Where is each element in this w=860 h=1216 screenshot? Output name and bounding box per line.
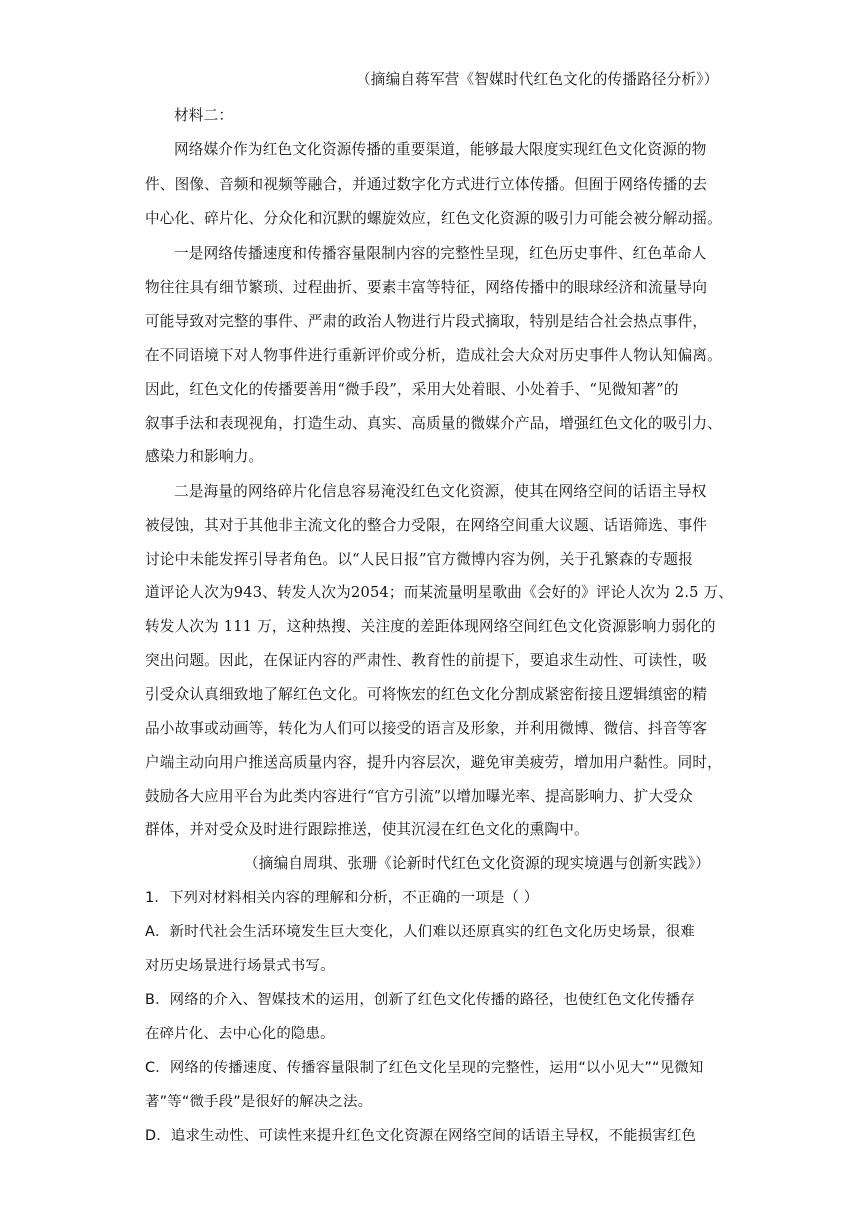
option-a-line: 对历史场景进行场景式书写。: [145, 958, 335, 974]
paragraph-2-line: 可能导致对完整的事件、严肃的政治人物进行片段式摘取，特别是结合社会热点事件，: [145, 313, 708, 330]
source-citation-2: （摘编自周琪、张珊《论新时代红色文化资源的现实境遇与创新实践》）: [244, 855, 711, 872]
paragraph-3-line: 品小故事或动画等，转化为人们可以接受的语言及形象，并利用微博、微信、抖音等客: [145, 720, 708, 737]
paragraph-3-line: 群体，并对受众及时进行跟踪推送，使其沉浸在红色文化的熏陶中。: [145, 821, 589, 838]
paragraph-3-line: 引受众认真细致地了解红色文化。可将恢宏的红色文化分割成紧密衔接且逻辑缜密的精: [145, 686, 708, 703]
paragraph-2-line: 物往往具有细节繁琐、过程曲折、要素丰富等特征，网络传播中的眼球经济和流量导向: [145, 279, 708, 296]
paragraph-3-line: 突出问题。因此，在保证内容的严肃性、教育性的前提下，要追求生动性、可读性，吸: [145, 652, 708, 669]
paragraph-2-line: 在不同语境下对人物事件进行重新评价或分析，造成社会大众对历史事件人物认知偏离。: [145, 347, 722, 364]
paragraph-1-line: 中心化、碎片化、分众化和沉默的螺旋效应，红色文化资源的吸引力可能会被分解动摇。: [145, 210, 722, 227]
paragraph-3-line: 被侵蚀，其对于其他非主流文化的整合力受限，在网络空间重大议题、话语筛选、事件: [145, 517, 708, 534]
source-citation-1: （摘编自蒋军营《智媒时代红色文化的传播路径分析》）: [356, 71, 719, 88]
paragraph-2-line: 一是网络传播速度和传播容量限制内容的完整性呈现，红色历史事件、红色革命人: [174, 245, 707, 262]
option-b-line: 在碎片化、去中心化的隐患。: [145, 1026, 335, 1042]
option-c-line: C．网络的传播速度、传播容量限制了红色文化呈现的完整性，运用“以小见大”“见微知: [145, 1060, 704, 1076]
paragraph-1-line: 件、图像、音频和视频等融合，并通过数字化方式进行立体传播。但囿于网络传播的去: [145, 176, 708, 193]
paragraph-2-line: 因此，红色文化的传播要善用“微手段”，采用大处着眼、小处着手、“见微知著”的: [145, 381, 679, 398]
paragraph-3-line: 道评论人次为943、转发人次为2054；而某流量明星歌曲《会好的》评论人次为 2.5 万、: [145, 584, 734, 601]
paragraph-2-line: 叙事手法和表现视角，打造生动、真实、高质量的微媒介产品，增强红色文化的吸引力、: [145, 415, 722, 432]
paragraph-2-line: 感染力和影响力。: [145, 448, 264, 465]
option-c-line: 著”等“微手段”是很好的解决之法。: [145, 1094, 373, 1110]
paragraph-3-line: 鼓励各大应用平台为此类内容进行“官方引流”以增加曝光率、提高影响力、扩大受众: [145, 788, 693, 805]
material-2-heading: 材料二：: [174, 107, 234, 124]
paragraph-3-line: 转发人次为 111 万，这种热搜、关注度的差距体现网络空间红色文化资源影响力弱化的: [145, 618, 716, 635]
paragraph-3-line: 户端主动向用户推送高质量内容，提升内容层次，避免审美疲劳，增加用户黏性。同时，: [145, 754, 722, 771]
paragraph-1-line: 网络媒介作为红色文化资源传播的重要渠道，能够最大限度实现红色文化资源的物: [174, 141, 707, 158]
option-b-line: B．网络的介入、智媒技术的运用，创新了红色文化传播的路径，也使红色文化传播存: [145, 992, 695, 1008]
option-d-line: D．追求生动性、可读性来提升红色文化资源在网络空间的话语主导权，不能损害红色: [145, 1128, 697, 1144]
paragraph-3-line: 讨论中未能发挥引导者角色。以“人民日报”官方微博内容为例，关于孔繁森的专题报: [145, 551, 693, 568]
paragraph-3-line: 二是海量的网络碎片化信息容易淹没红色文化资源，使其在网络空间的话语主导权: [174, 483, 707, 500]
question-1-stem: 1．下列对材料相关内容的理解和分析，不正确的一项是（ ）: [145, 890, 539, 906]
option-a-line: A．新时代社会生活环境发生巨大变化，人们难以还原真实的红色文化历史场景，很难: [145, 924, 695, 940]
